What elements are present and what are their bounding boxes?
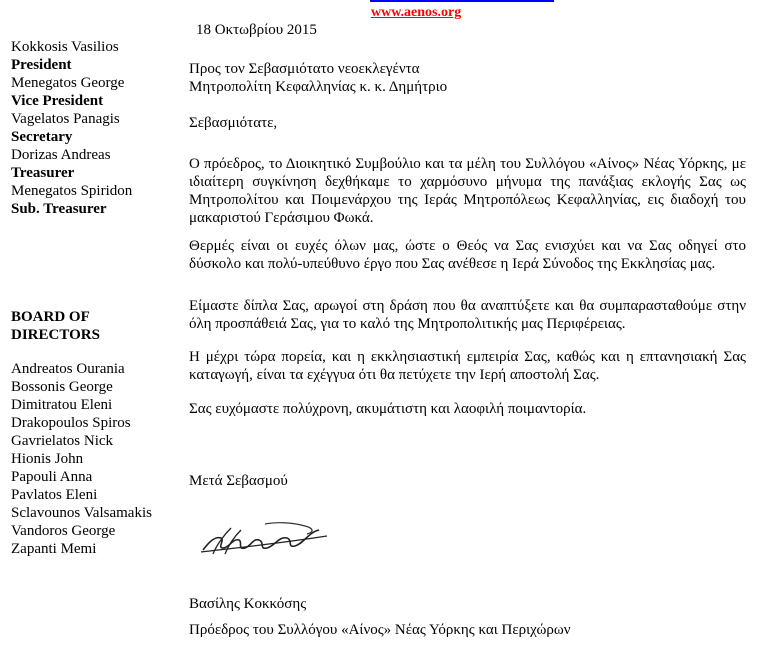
board-member: Gavrielatos Nick [11,433,114,449]
board-member: Drakopoulos Spiros [11,415,131,431]
board-member: Sclavounos Valsamakis [11,505,152,521]
header-rule [370,0,554,2]
officer-name: Kokkosis Vasilios [11,39,119,55]
board-member: Pavlatos Eleni [11,487,98,503]
closing: Μετά Σεβασμού [189,473,288,489]
officer-name: Menegatos Spiridon [11,183,133,199]
officer-name: Menegatos George [11,75,125,91]
paragraph-4: Η μέχρι τώρα πορεία, και η εκκλησιαστική εμπειρία Σας, καθώς και η επτανησιακή Σας καταγωγή, είναι τα εχέγγυα ότι θα πετύχετε την Ιερή αποστολή Σας. [189,349,746,383]
board-member: Hionis John [11,451,84,467]
officer-title: Secretary [11,129,73,145]
paragraph-5: Σας ευχόμαστε πολύχρονη, ακυμάτιστη και λαοφιλή ποιμαντορία. [189,401,587,417]
officer-name: Vagelatos Panagis [11,111,120,127]
paragraph-2: Θερμές είναι οι ευχές όλων μας, ώστε ο Θεός να Σας ενισχύει και να Σας οδηγεί στο δύσκολο και πολύ-υπεύθυνο έργο που Σας ανέθεσε η Ιερά Σύνοδος της Εκκλησίας μας. [189,238,746,272]
board-member: Zapanti Memi [11,541,97,557]
letter-date: 18 Οκτωβρίου 2015 [196,22,317,38]
officer-title: Treasurer [11,165,75,181]
officer-title: Sub. Treasurer [11,201,107,217]
board-member: Dimitratou Eleni [11,397,113,413]
board-title-line: DIRECTORS [11,327,100,343]
board-title [11,308,100,344]
signer-role: Πρόεδρος του Συλλόγου «Αίνος» Νέας Υόρκης και Περιχώρων [189,622,571,638]
board-member: Vandoros George [11,523,116,539]
signer-name: Βασίλης Κοκκόσης [189,596,307,612]
paragraph-3: Είμαστε δίπλα Σας, αρωγοί στη δράση που θα αναπτύξετε και θα συμπαρασταθούμε στην όλη προσπάθειά Σας, για το καλό της Μητροπολιτικής μας Περιφέρειας. [189,298,746,332]
website-link[interactable]: www.aenos.org [371,5,462,20]
officer-name: Dorizas Andreas [11,147,111,163]
handwritten-signature-icon [195,518,335,558]
salutation: Σεβασμιότατε, [189,115,278,131]
board-member: Papouli Anna [11,469,93,485]
recipient-line: Μητροπολίτη Κεφαλληνίας κ. κ. Δημήτριο [189,79,448,95]
officer-title: Vice President [11,93,104,109]
paragraph-1: Ο πρόεδρος, το Διοικητικό Συμβούλιο και τα μέλη του Συλλόγου «Αίνος» Νέας Υόρκης, με ιδιαίτερη συγκίνηση δεχθήκαμε το χαρμόσυνο μήνυμα της πανάξιας εκλογής Σας ως Μητροπολίτου και Ποιμενάρχου της Ιεράς Μητροπόλεως Κεφαλληνίας, εις διαδοχή του μακαριστού Γεράσιμου Φωκά. [189,156,746,226]
officers-list [11,38,181,218]
board-member: Andreatos Ourania [11,361,125,377]
board-title-line: BOARD OF [11,309,90,325]
recipient-line: Προς τον Σεβασμιότατο νεοεκλεγέντα [189,61,420,77]
board-members-list [11,360,152,558]
board-member: Bossonis George [11,379,113,395]
officer-title: President [11,57,72,73]
